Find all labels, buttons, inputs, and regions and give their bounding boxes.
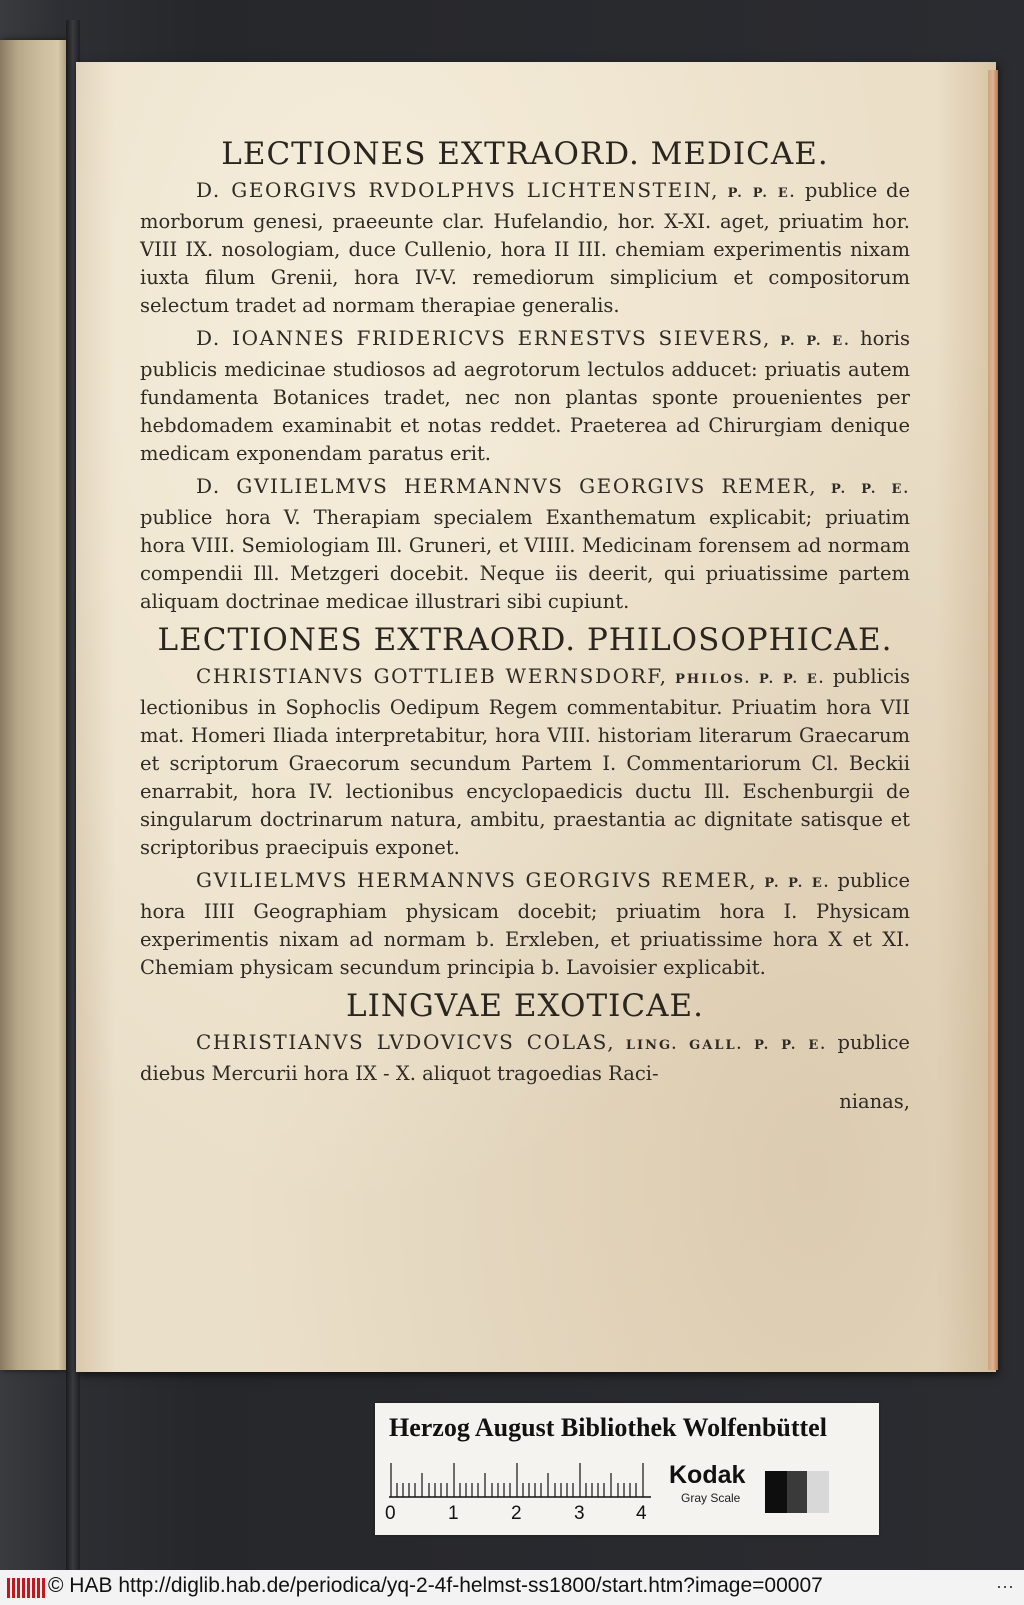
entry-body: horis publicis medicinae studiosos ad aegrotorum lectulos adducet: priuatis autem fundamenta Botanices tradet, nec non plantas sponte prouenientes per hebdomadem examinabit et notas reddet. Praeterea ad Chirurgiam denique medicam exponendam paratus erit. bbox=[140, 327, 910, 465]
ruler-number: 3 bbox=[574, 1503, 585, 1524]
entry-body: publice hora IIII Geographiam physicam docebit; priuatim hora I. Physicam experimentis nixam ad normam b. Erxleben, et priuatissime hora X et XI. Chemiam physicam secundum principia b. Lavoisier explicabit. bbox=[140, 869, 911, 979]
page-right-edge bbox=[988, 70, 998, 1370]
heading-philosophicae: LECTIONES EXTRAORD. PHILOSOPHICAE. bbox=[157, 622, 893, 658]
heading-medicae: LECTIONES EXTRAORD. MEDICAE. bbox=[221, 136, 829, 172]
heading-exoticae: LINGVAE EXOTICAE. bbox=[346, 988, 704, 1024]
entry-sievers bbox=[140, 324, 910, 468]
entry-title: P. P. E. bbox=[831, 482, 910, 497]
entry-lichtenstein bbox=[140, 176, 910, 320]
entry-body: publice hora V. Therapiam specialem Exanthematum explicabit; priuatim hora VIII. Semiologiam Ill. Gruneri, et VIIII. Medicinam forensem ad normam compendii Ill. Metzgeri docebit. Neque iis deerit, qui priuatissime partem aliquam doctrinae medicae illustrari sibi cupiunt. bbox=[140, 506, 910, 613]
page-continuation: nianas, bbox=[839, 1090, 910, 1113]
gray-patch-dark bbox=[787, 1471, 807, 1513]
entry-title: P. P. E. bbox=[764, 876, 831, 891]
book-left-edge bbox=[0, 40, 72, 1370]
entry-name: D. GEORGIVS RVDOLPHVS LICHTENSTEIN, bbox=[196, 178, 720, 202]
entry-name: D. IOANNES FRIDERICVS ERNESTVS SIEVERS, bbox=[196, 326, 771, 350]
entry-wernsdorf bbox=[140, 662, 910, 862]
entry-title: PHILOS. P. P. E. bbox=[675, 672, 826, 687]
kodak-brand: Kodak bbox=[669, 1461, 746, 1489]
entry-name: GVILIELMVS HERMANNVS GEORGIVS REMER, bbox=[196, 868, 758, 892]
entry-name: D. GVILIELMVS HERMANNVS GEORGIVS REMER, bbox=[196, 474, 818, 498]
page-text bbox=[140, 130, 910, 1116]
entry-body: publice diebus Mercurii hora IX - X. aliquot tragoedias Raci- bbox=[140, 1031, 910, 1085]
gray-patch-light bbox=[807, 1471, 829, 1513]
entry-remer-medicae bbox=[140, 472, 910, 616]
ruler-number: 0 bbox=[385, 1503, 396, 1524]
entry-body: publicis lectionibus in Sophoclis Oedipum Regem commentabitur. Priuatim hora VII mat. Homeri Iliada interpretabitur, hora VIII. historiam literarum Graecarum et scriptorum Graecorum secundum Partem I. Commentariorum Cl. Beckii enarrabit, hora IV. lectionibus encyclopaedicis ductu Ill. Eschenburgii de singularum doctrinarum natura, ambitu, praestantia ac dignitate satisque et scriptoribus praecipuis exponet. bbox=[140, 665, 910, 859]
entry-title: P. P. E. bbox=[780, 334, 851, 349]
entry-title: LING. GALL. P. P. E. bbox=[625, 1038, 827, 1053]
color-calibration-bar bbox=[375, 1403, 879, 1535]
scale-ruler-icon bbox=[389, 1459, 651, 1499]
more-options-icon[interactable]: ··· bbox=[996, 1576, 1014, 1596]
entry-colas bbox=[140, 1028, 910, 1088]
ruler-number: 2 bbox=[511, 1503, 522, 1524]
entry-name: CHRISTIANVS LVDOVICVS COLAS, bbox=[196, 1030, 616, 1054]
footer-source-link[interactable]: © HAB http://diglib.hab.de/periodica/yq-2-4f-helmst-ss1800/start.htm?image=00007 bbox=[48, 1574, 823, 1597]
hab-logo-icon bbox=[6, 1576, 46, 1600]
entry-body: publice de morborum genesi, praeeunte clar. Hufelandio, hor. X-XI. aget, priuatim hor. VIII IX. nosologiam, duce Cullenio, hora II III. chemiam experimentis nixam iuxta filum Grenii, hora IV-V. remediorum simplicium et compositorum selectum tradet ad normam therapiae generalis. bbox=[140, 179, 910, 317]
entry-remer-philosophicae bbox=[140, 866, 910, 982]
gray-patch-black bbox=[765, 1471, 787, 1513]
library-name: Herzog August Bibliothek Wolfenbüttel bbox=[389, 1413, 827, 1442]
footer-bar bbox=[0, 1570, 1024, 1605]
gray-scale-label: Gray Scale bbox=[681, 1491, 741, 1505]
ruler-number: 4 bbox=[636, 1503, 647, 1524]
ruler-number: 1 bbox=[448, 1503, 459, 1524]
entry-name: CHRISTIANVS GOTTLIEB WERNSDORF, bbox=[196, 664, 668, 688]
entry-title: P. P. E. bbox=[727, 186, 797, 201]
